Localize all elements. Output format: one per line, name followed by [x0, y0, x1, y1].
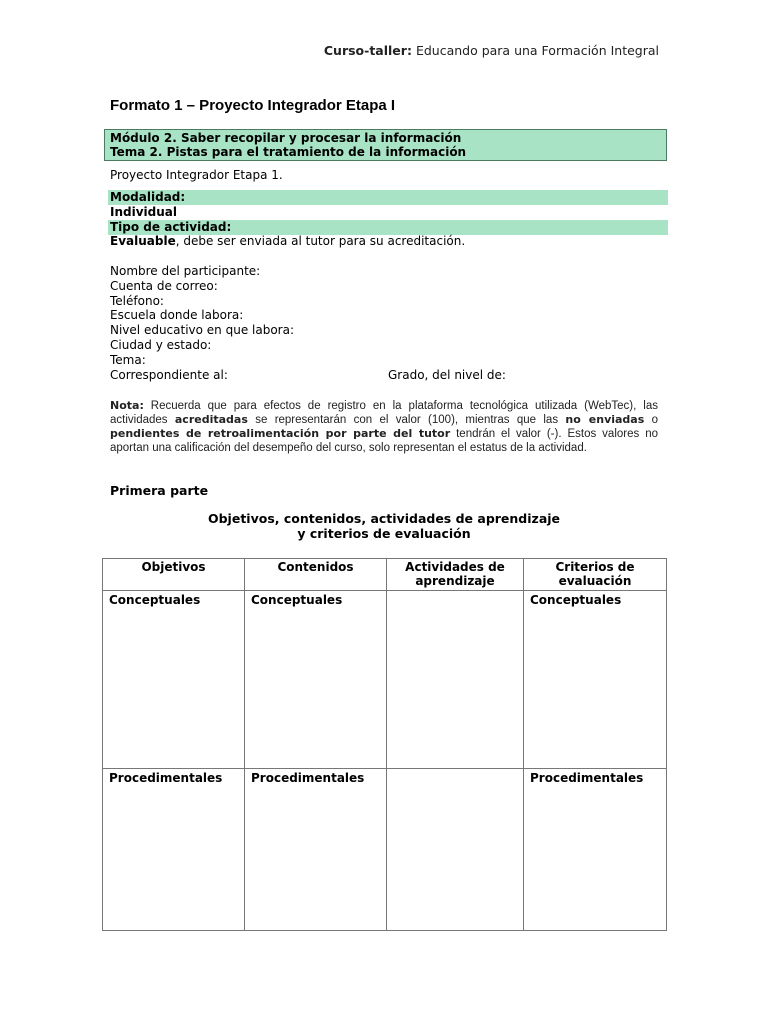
header-cell: Criterios de evaluación	[524, 559, 667, 591]
field-correo: Cuenta de correo:	[110, 278, 218, 293]
table-cell[interactable]: Conceptuales	[524, 591, 667, 769]
nota-text: Recuerda que para efectos de registro en la plataforma tecnológica utilizada (WebTec), las actividades	[110, 400, 658, 426]
table-cell[interactable]	[387, 769, 524, 931]
nota-paragraph	[110, 399, 658, 455]
document-title: Formato 1 – Proyecto Integrador Etapa I	[110, 97, 396, 114]
table-cell[interactable]: Procedimentales	[245, 769, 387, 931]
objectives-table	[102, 558, 667, 931]
table-row	[103, 769, 667, 931]
table-title-line: y criterios de evaluación	[297, 526, 471, 541]
tipo-value	[110, 234, 465, 248]
participant-fields	[110, 264, 294, 382]
field-telefono: Teléfono:	[110, 293, 164, 308]
modalidad-value: Individual	[110, 205, 177, 219]
tipo-label: Tipo de actividad:	[110, 220, 232, 234]
nota-text: se representarán con el valor (100), mientras que las	[247, 414, 566, 426]
modalidad-label: Modalidad:	[110, 190, 186, 204]
table-title-line: Objetivos, contenidos, actividades de aprendizaje	[207, 511, 561, 526]
field-nivel: Nivel educativo en que labora:	[110, 323, 294, 338]
table-cell[interactable]: Conceptuales	[103, 591, 245, 769]
header-cell: Actividades de aprendizaje	[387, 559, 524, 591]
table-title	[100, 511, 668, 541]
header-cell: Objetivos	[103, 559, 245, 591]
table-cell[interactable]: Procedimentales	[524, 769, 667, 931]
module-box	[104, 129, 667, 161]
module-line: Módulo 2. Saber recopilar y procesar la información	[110, 131, 462, 145]
header-course: Educando para una Formación Integral	[415, 43, 659, 58]
table-row	[103, 591, 667, 769]
header-cell: Contenidos	[245, 559, 387, 591]
nota-bold: pendientes de retroalimentación por parte del tutor	[110, 427, 451, 440]
table-cell[interactable]	[387, 591, 524, 769]
table-cell[interactable]: Procedimentales	[103, 769, 245, 931]
field-correspondiente: Correspondiente al:	[110, 367, 228, 382]
topic-line: Tema 2. Pistas para el tratamiento de la información	[110, 145, 467, 159]
nota-text: o	[644, 414, 659, 426]
table-cell[interactable]: Conceptuales	[245, 591, 387, 769]
section-heading: Primera parte	[110, 483, 209, 498]
table-header-row	[103, 559, 667, 591]
page-header	[0, 43, 659, 58]
tipo-value-bold: Evaluable	[110, 234, 176, 248]
nota-label: Nota:	[110, 399, 144, 412]
intro-text: Proyecto Integrador Etapa 1.	[110, 168, 283, 182]
field-escuela: Escuela donde labora:	[110, 308, 244, 323]
field-grado: Grado, del nivel de:	[388, 368, 506, 382]
modalidad-bar	[108, 190, 668, 205]
nota-text: tendrán el valor (-). Estos valores no aportan una calificación del desempeño del curso, solo representan el estatus de la actividad.	[110, 428, 658, 454]
nota-bold: no enviadas	[565, 413, 645, 426]
nota-bold: acreditadas	[174, 413, 248, 426]
tipo-value-rest: , debe ser enviada al tutor para su acreditación.	[175, 234, 466, 248]
field-ciudad: Ciudad y estado:	[110, 337, 212, 352]
field-tema: Tema:	[110, 352, 146, 367]
header-label: Curso-taller:	[323, 43, 412, 58]
field-nombre: Nombre del participante:	[110, 264, 261, 278]
